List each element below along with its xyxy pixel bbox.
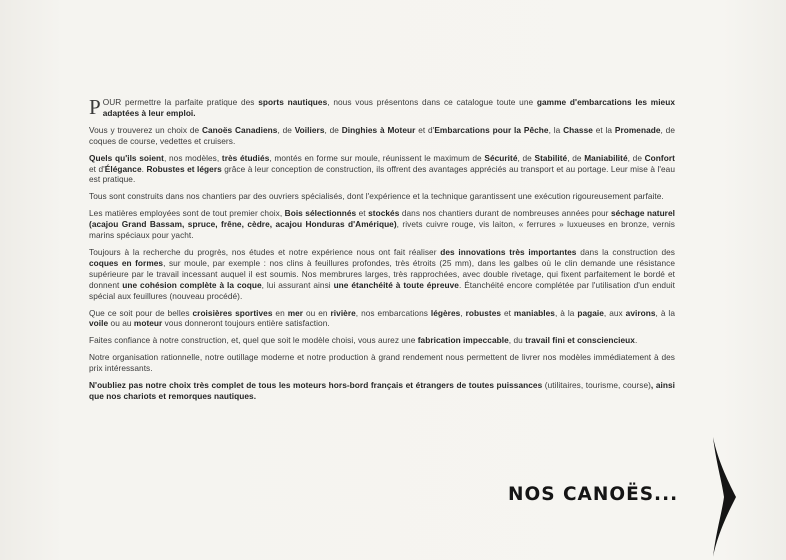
text-run: Faites confiance à notre construction, et, quel que soit le modèle choisi, vous aurez une bbox=[89, 335, 418, 346]
text-run: , de coques de course, vedettes et cruisers. bbox=[89, 124, 675, 146]
bold-text-run: robustes bbox=[465, 307, 502, 318]
paragraph-materials bbox=[89, 208, 675, 241]
text-run: , nous vous présentons dans ce catalogue toute une bbox=[327, 97, 537, 107]
paragraph-organisation bbox=[89, 352, 675, 374]
text-run: , aux bbox=[603, 307, 626, 318]
text-run: dans nos chantiers durant de nombreuses années pour bbox=[399, 208, 611, 219]
text-run: Que ce soit pour de belles bbox=[89, 307, 193, 318]
bold-text-run: Robustes et légers bbox=[146, 163, 222, 174]
text-run: Les matières employées sont de tout premier choix, bbox=[89, 208, 285, 219]
text-run: , de bbox=[324, 124, 342, 135]
bold-text-run: sports nautiques bbox=[258, 97, 328, 107]
text-run: dans la construction des bbox=[576, 246, 676, 257]
bold-text-run: voile bbox=[89, 318, 109, 329]
bold-text-run: Voiliers bbox=[294, 124, 325, 135]
text-run: et d' bbox=[415, 124, 435, 135]
bold-text-run: des innovations très importantes bbox=[440, 246, 577, 257]
bold-text-run: travail fini et consciencieux bbox=[525, 335, 635, 346]
text-run: , à la bbox=[655, 307, 675, 318]
text-run: , lui assurant ainsi bbox=[261, 279, 334, 290]
text-run: OUR permettre la parfaite pratique des bbox=[102, 97, 259, 107]
intro-text-block bbox=[89, 97, 675, 408]
bold-text-run: Sécurité bbox=[484, 152, 518, 163]
text-run: et bbox=[356, 208, 369, 219]
text-run: , sur moule, par exemple : nos clins à feuillures profondes, très étroits (25 mm), dans les galbes où le clin demande une résistance supérieure par le travail incessant auquel il est soumis. Nos membrures larges, très rapprochées, avec double rivetage, qui fixent parfaitement le bordé et donnent bbox=[89, 257, 675, 290]
text-run: , de bbox=[627, 152, 645, 163]
text-run: Toujours à la recherche du progrès, nos études et notre expérience nous ont fait réaliser bbox=[89, 246, 441, 257]
bold-text-run: une étanchéité à toute épreuve bbox=[333, 279, 459, 290]
bold-text-run: croisières sportives bbox=[192, 307, 273, 318]
paragraph-qualities bbox=[89, 153, 675, 186]
text-run: ou en bbox=[303, 307, 331, 318]
paragraph-confidence bbox=[89, 335, 675, 346]
text-run: ou au bbox=[108, 318, 134, 329]
paragraph-range bbox=[89, 125, 675, 147]
text-run: , rivets cuivre rouge, vis laiton, « ferrures » luxueuses en bronze, vernis marins spéciaux pour yacht. bbox=[89, 219, 676, 241]
text-run: vous donneront toujours entière satisfaction. bbox=[162, 318, 330, 329]
text-run: , de bbox=[567, 152, 585, 163]
text-run: Vous y trouverez un choix de bbox=[89, 124, 202, 135]
bold-text-run: légères bbox=[430, 307, 461, 318]
paragraph-innovations bbox=[89, 247, 675, 302]
paragraph-intro bbox=[89, 97, 675, 119]
text-run: , à la bbox=[554, 307, 578, 318]
text-run: , de bbox=[517, 152, 535, 163]
bold-text-run: Canoës Canadiens bbox=[201, 124, 278, 135]
text-run: , la bbox=[548, 124, 564, 135]
bold-text-run: maniables bbox=[513, 307, 555, 318]
bold-text-run: rivière bbox=[330, 307, 356, 318]
bold-text-run: moteur bbox=[133, 318, 163, 329]
text-run: et bbox=[501, 307, 514, 318]
bold-text-run: Confort bbox=[644, 152, 675, 163]
bold-text-run: Élégance bbox=[104, 163, 142, 174]
bold-text-run: pagaie bbox=[577, 307, 604, 318]
text-run: en bbox=[272, 307, 288, 318]
bold-text-run: Dinghies à Moteur bbox=[341, 124, 416, 135]
text-run: , nos modèles, bbox=[163, 152, 222, 163]
bold-text-run: , ainsi que nos chariots et remorques nautiques. bbox=[89, 380, 675, 401]
text-run: , du bbox=[508, 335, 526, 346]
paragraph-uses bbox=[89, 308, 675, 330]
bold-text-run: coques en formes bbox=[89, 257, 164, 268]
section-heading: NOS CANOËS... bbox=[508, 484, 679, 505]
text-run: , de bbox=[277, 124, 295, 135]
paragraph-construction bbox=[89, 191, 675, 202]
bold-text-run: séchage naturel (acajou Grand Bassam, spruce, frêne, cèdre, acajou Honduras d'Amérique) bbox=[89, 208, 675, 230]
text-run: , nos embarcations bbox=[355, 307, 431, 318]
bold-text-run: Quels qu'ils soient bbox=[89, 152, 164, 163]
bold-text-run: Chasse bbox=[563, 124, 593, 135]
drop-cap: P bbox=[89, 95, 101, 119]
text-run: Tous sont construits dans nos chantiers par des ouvriers spécialisés, dont l'expérience et la technique garantissent une exécution rigoureusement parfaite. bbox=[89, 191, 664, 202]
arrow-right-icon bbox=[712, 437, 736, 557]
bold-text-run: fabrication impeccable bbox=[417, 335, 509, 346]
bold-text-run: Embarcations pour la Pêche bbox=[434, 124, 549, 135]
bold-text-run: très étudiés bbox=[221, 152, 270, 163]
bold-text-run: mer bbox=[287, 307, 304, 318]
text-run: et la bbox=[592, 124, 615, 135]
text-run: , montés en forme sur moule, réunissent le maximum de bbox=[269, 152, 485, 163]
bold-text-run: Stabilité bbox=[534, 152, 568, 163]
bold-text-run: gamme d'embarcations les mieux adaptées à leur emploi. bbox=[102, 97, 675, 118]
bold-text-run: avirons bbox=[625, 307, 656, 318]
text-run: (utilitaires, tourisme, course) bbox=[542, 380, 651, 391]
bold-text-run: Maniabilité bbox=[584, 152, 628, 163]
text-run: et d' bbox=[89, 163, 105, 174]
bold-text-run: Promenade bbox=[614, 124, 661, 135]
text-run: . Étanchéité encore complétée par l'utilisation d'un enduit spécial aux feuillures (nouveau procédé). bbox=[89, 279, 676, 301]
bold-text-run: stockés bbox=[368, 208, 400, 219]
bold-text-run: Bois sélectionnés bbox=[284, 208, 357, 219]
text-run: grâce à leur conception de construction, ils offrent des avantages appréciés au transport et au portage. Leur mise à l'eau est pratique. bbox=[89, 163, 675, 185]
text-run: . bbox=[141, 163, 147, 174]
text-run: , bbox=[460, 307, 466, 318]
paragraph-motors bbox=[89, 380, 675, 402]
bold-text-run: une cohésion complète à la coque bbox=[122, 279, 262, 290]
text-run: Notre organisation rationnelle, notre outillage moderne et notre production à grand rendement nous permettent de livrer nos modèles immédiatement à des prix intéressants. bbox=[89, 352, 675, 374]
bold-text-run: N'oubliez pas notre choix très complet de tous les moteurs hors-bord français et étrangers de toutes puissances bbox=[89, 380, 543, 391]
text-run: . bbox=[634, 335, 638, 346]
